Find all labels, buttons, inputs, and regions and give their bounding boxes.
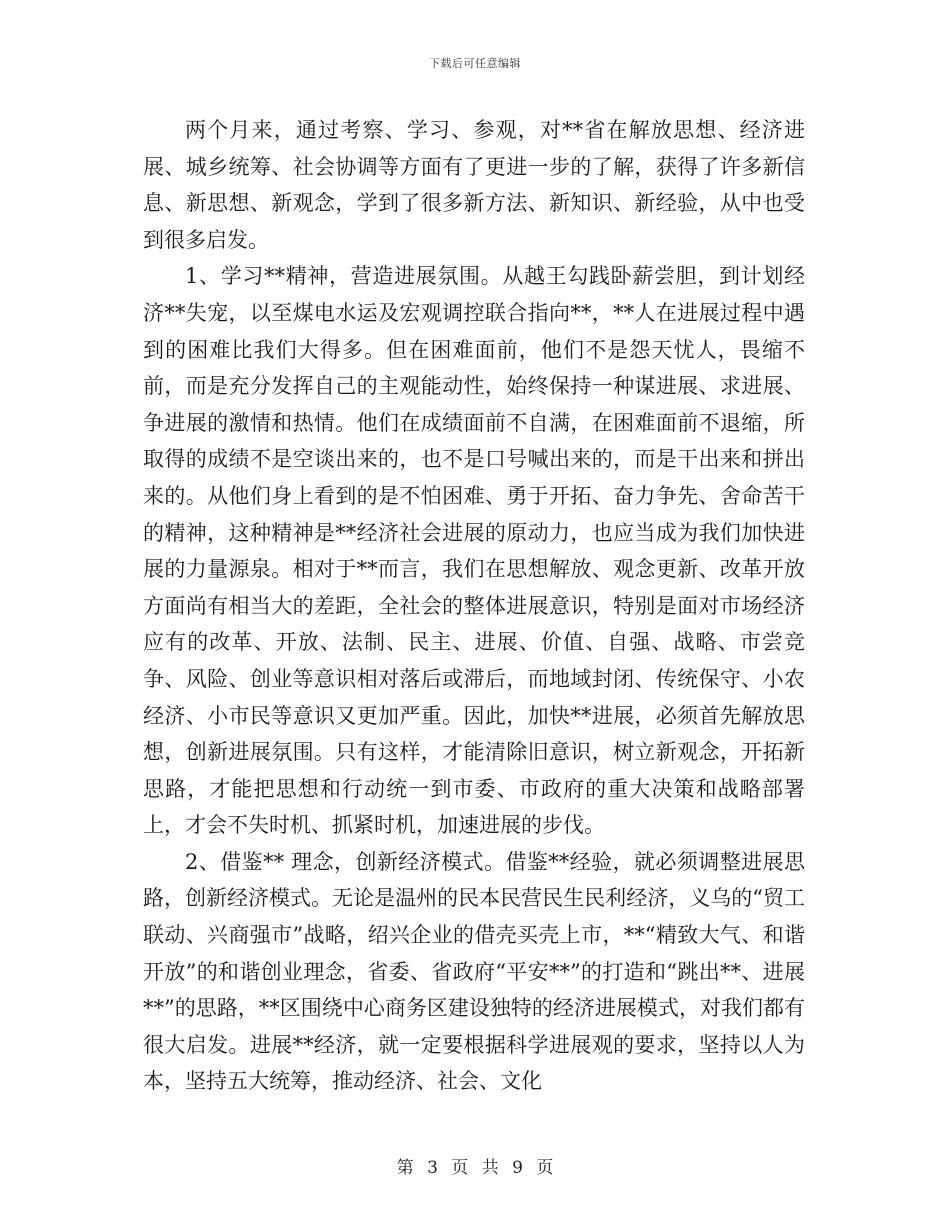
header-note: 下载后可任意编辑 [429, 57, 521, 70]
paragraph-section-2: 2、借鉴** 理念，创新经济模式。借鉴**经验，就必须调整进展思路，创新经济模式。无论是温州的民本民营民生民利经济，义乌的“贸工联动、兴商强市”战略，绍兴企业的借壳买壳上市，**“精致大气、和谐开放”的和谐创业理念，省委、省政府“平安**”的打造和“跳出**、进展**”的思路，**区围绕中心商务区建设独特的经济进展模式，对我们都有很大启发。进展**经济，就一定要根据科学进展观的要求，坚持以人为本，坚持五大统筹，推动经济、社会、文化 [143, 849, 805, 1094]
page-footer [0, 1153, 950, 1178]
footer-current-page: 3 [427, 1158, 438, 1178]
footer-total-word: 共 [481, 1158, 499, 1178]
footer-total-pages: 9 [512, 1158, 523, 1178]
paragraph-section-1: 1、学习**精神，营造进展氛围。从越王勾践卧薪尝胆，到计划经济**失宠，以至煤电水运及宏观调控联合指向**，**人在进展过程中遇到的困难比我们大得多。但在困难面前，他们不是怨天忧人，畏缩不前，而是充分发挥自己的主观能动性，始终保持一种谋进展、求进展、争进展的激情和热情。他们在成绩面前不自满，在困难面前不退缩，所取得的成绩不是空谈出来的，也不是口号喊出来的，而是干出来和拼出来的。从他们身上看到的是不怕困难、勇于开拓、奋力争先、舍命苦干的精神，这种精神是**经济社会进展的原动力，也应当成为我们加快进展的力量源泉。相对于**而言，我们在思想解放、观念更新、改革开放方面尚有相当大的差距，全社会的整体进展意识，特别是面对市场经济应有的改革、开放、法制、民主、进展、价值、自强、战略、市尝竞争、风险、创业等意识相对落后或滞后，而地域封闭、传统保守、小农经济、小市民等意识又更加严重。因此，加快**进展，必须首先解放思想，创新进展氛围。只有这样，才能清除旧意识，树立新观念，开拓新思路，才能把思想和行动统一到市委、市政府的重大决策和战略部署上，才会不失时机、抓紧时机，加速进展的步伐。 [143, 264, 805, 838]
document-body [143, 112, 805, 1100]
footer-prefix: 第 [396, 1158, 414, 1178]
footer-page-word: 页 [451, 1158, 469, 1178]
footer-suffix: 页 [536, 1158, 554, 1178]
paragraph-intro: 两个月来，通过考察、学习、参观，对**省在解放思想、经济进展、城乡统筹、社会协调等方面有了更进一步的了解，获得了许多新信息、新思想、新观念，学到了很多新方法、新知识、新经验，从中也受到很多启发。 [143, 118, 805, 252]
